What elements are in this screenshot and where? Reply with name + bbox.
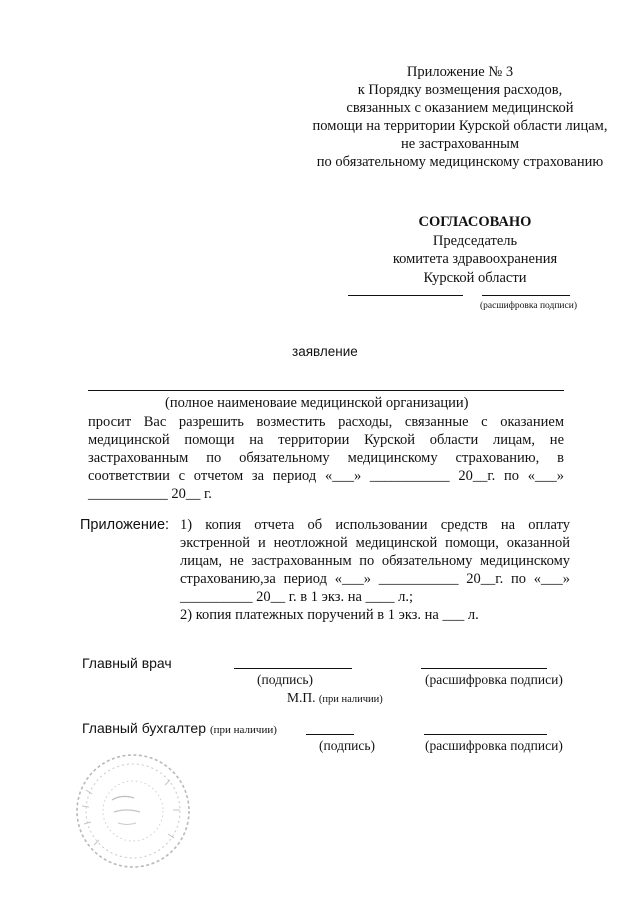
approval-signature-line: [348, 295, 463, 296]
appendix-line: не застрахованным: [400, 136, 520, 152]
attachment-item-line: 1) копия отчета об использовании средств на оплату: [180, 517, 570, 533]
attachment-item-line: экстренной и неотложной медицинской помощи, оказанной: [180, 535, 570, 551]
attachment-item-line: страхованию,за период «___» ___________ 20__г. по «___»: [180, 571, 570, 587]
attachment-item-line: лицам, не застрахованным по обязательному медицинскому: [180, 553, 570, 569]
organization-caption: (полное наименоваие медицинской организации): [165, 395, 469, 411]
chief-accountant-decode-caption: (расшифровка подписи): [425, 738, 563, 753]
chief-doctor-label: Главный врач: [82, 655, 172, 671]
chief-accountant-signature-caption: (подпись): [319, 738, 376, 753]
appendix-line: по обязательному медицинскому страхованию: [316, 154, 604, 170]
approval-decode-caption: (расшифровка подписи): [480, 301, 577, 311]
statement-line: просит Вас разрешить возместить расходы, связанные с оказанием: [88, 414, 564, 430]
seal-label-text: М.П.: [287, 690, 316, 705]
appendix-line: помощи на территории Курской области лицам,: [312, 118, 608, 134]
chief-doctor-signature-line: [234, 668, 352, 669]
approval-line: комитета здравоохранения: [392, 251, 558, 267]
statement-line: застрахованным по обязательному медицинскому страхованию, в: [88, 450, 564, 466]
seal-stamp-image: [72, 750, 194, 872]
chief-accountant-label-group: [82, 720, 277, 738]
appendix-line: связанных с оказанием медицинской: [346, 100, 574, 116]
appendix-header: [250, 63, 640, 171]
attachments-label: Приложение:: [80, 517, 170, 533]
approval-block: [340, 213, 610, 287]
statement-line-last: ___________ 20__ г.: [88, 486, 212, 502]
organization-name-line: [88, 390, 564, 391]
statement-line: соответствии с отчетом за период «___» ___________ 20__г. по «___»: [88, 468, 564, 484]
chief-doctor-decode-caption: (расшифровка подписи): [425, 672, 563, 687]
chief-accountant-note: (при наличии): [209, 724, 277, 736]
appendix-line: к Порядку возмещения расходов,: [357, 82, 563, 98]
statement-title: заявление: [292, 344, 358, 359]
chief-doctor-signature-caption: (подпись): [257, 672, 314, 687]
attachment-item-2: 2) копия платежных поручений в 1 экз. на ___ л.: [180, 607, 479, 623]
chief-accountant-decode-line: [424, 734, 547, 735]
statement-line: медицинской помощи на территории Курской области лицам, не: [88, 432, 564, 448]
approval-line: Курской области: [423, 269, 527, 286]
attachment-item-line-last: __________ 20__ г. в 1 экз. на ____ л.;: [180, 589, 414, 605]
chief-accountant-label: Главный бухгалтер: [82, 720, 206, 736]
approval-title: СОГЛАСОВАНО: [418, 214, 532, 230]
approval-line: Председатель: [432, 232, 518, 249]
chief-accountant-signature-line: [306, 734, 354, 735]
approval-decode-line: [482, 295, 570, 296]
seal-label: [287, 690, 383, 706]
chief-doctor-decode-line: [421, 668, 547, 669]
appendix-line: Приложение № 3: [406, 64, 514, 80]
seal-note: (при наличии): [318, 694, 383, 705]
